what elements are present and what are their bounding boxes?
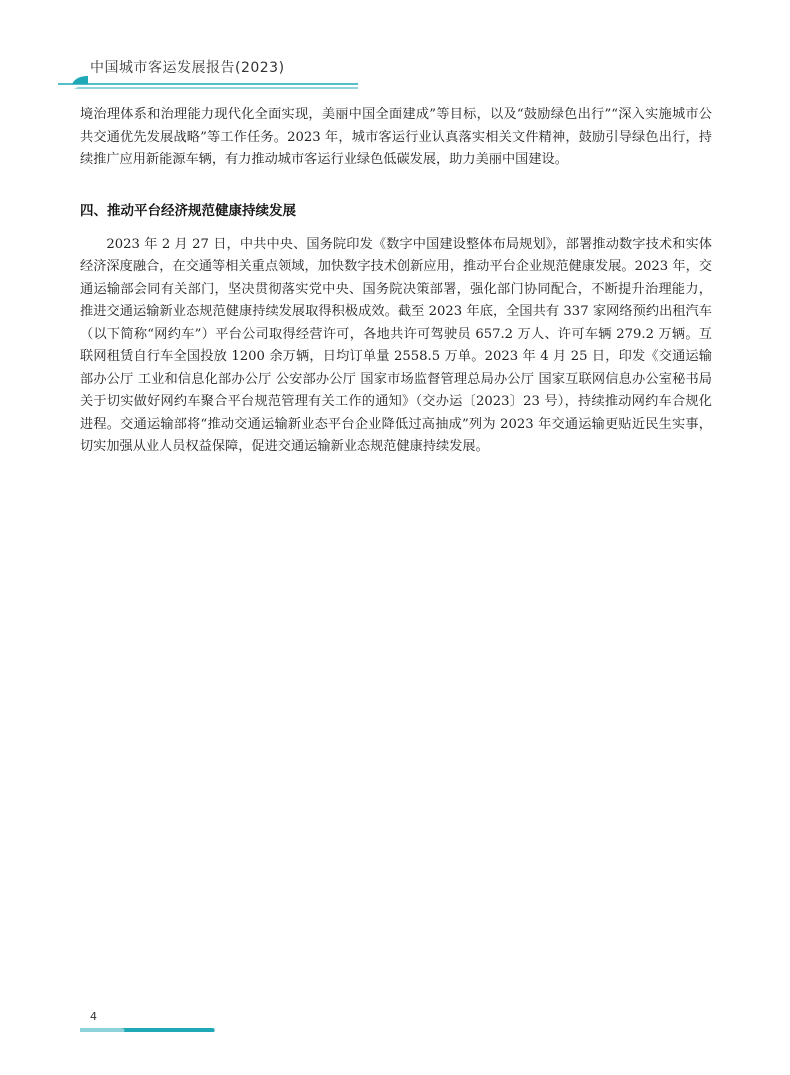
page-header: [58, 54, 358, 90]
running-header-title: 中国城市客运发展报告(2023): [90, 60, 285, 76]
footer-accent-bar: [80, 1018, 220, 1034]
section-heading: 四、推动平台经济规范健康持续发展: [80, 202, 296, 219]
intro-paragraph: 境治理体系和治理能力现代化全面实现，美丽中国全面建成”等目标，以及“鼓励绿色出行”“深入实施城市公共交通优先发展战略”等工作任务。2023 年，城市客运行业认真落实相关文件精神，鼓励引导绿色出行，持续推广应用新能源车辆，有力推动城市客运行业绿色低碳发展，助力美丽中国建设。: [80, 107, 712, 167]
section-paragraph: 2023 年 2 月 27 日，中共中央、国务院印发《数字中国建设整体布局规划》，部署推动数字技术和实体经济深度融合，在交通等相关重点领域，加快数字技术创新应用，推动平台企业规范健康发展。2023 年，交通运输部会同有关部门，坚决贯彻落实党中央、国务院决策部署，强化部门协同配合，不断提升治理能力，推进交通运输新业态规范健康持续发展取得积极成效。截至 2023 年底，全国共有 337 家网络预约出租汽车（以下简称“网约车”）平台公司取得经营许可，各地共许可驾驶员 657.2 万人、许可车辆 279.2 万辆。互联网租赁自行车全国投放 1200 余万辆，日均订单量 2558.5 万单。2023 年 4 月 25 日，印发《交通运输部办公厅 工业和信息化部办公厅 公安部办公厅 国家市场监督管理总局办公厅 国家互联网信息办公室秘书局关于切实做好网约车聚合平台规范管理有关工作的通知》（交办运〔2023〕23 号），持续推动网约车合规化进程。交通运输部将“推动交通运输新业态平台企业降低过高抽成”列为 2023 年交通运输更贴近民生实事，切实加强从业人员权益保障，促进交通运输新业态规范健康持续发展。: [80, 236, 712, 454]
page-content: [80, 104, 712, 459]
page-footer: [80, 1010, 220, 1040]
page-number: 4: [90, 1010, 97, 1023]
